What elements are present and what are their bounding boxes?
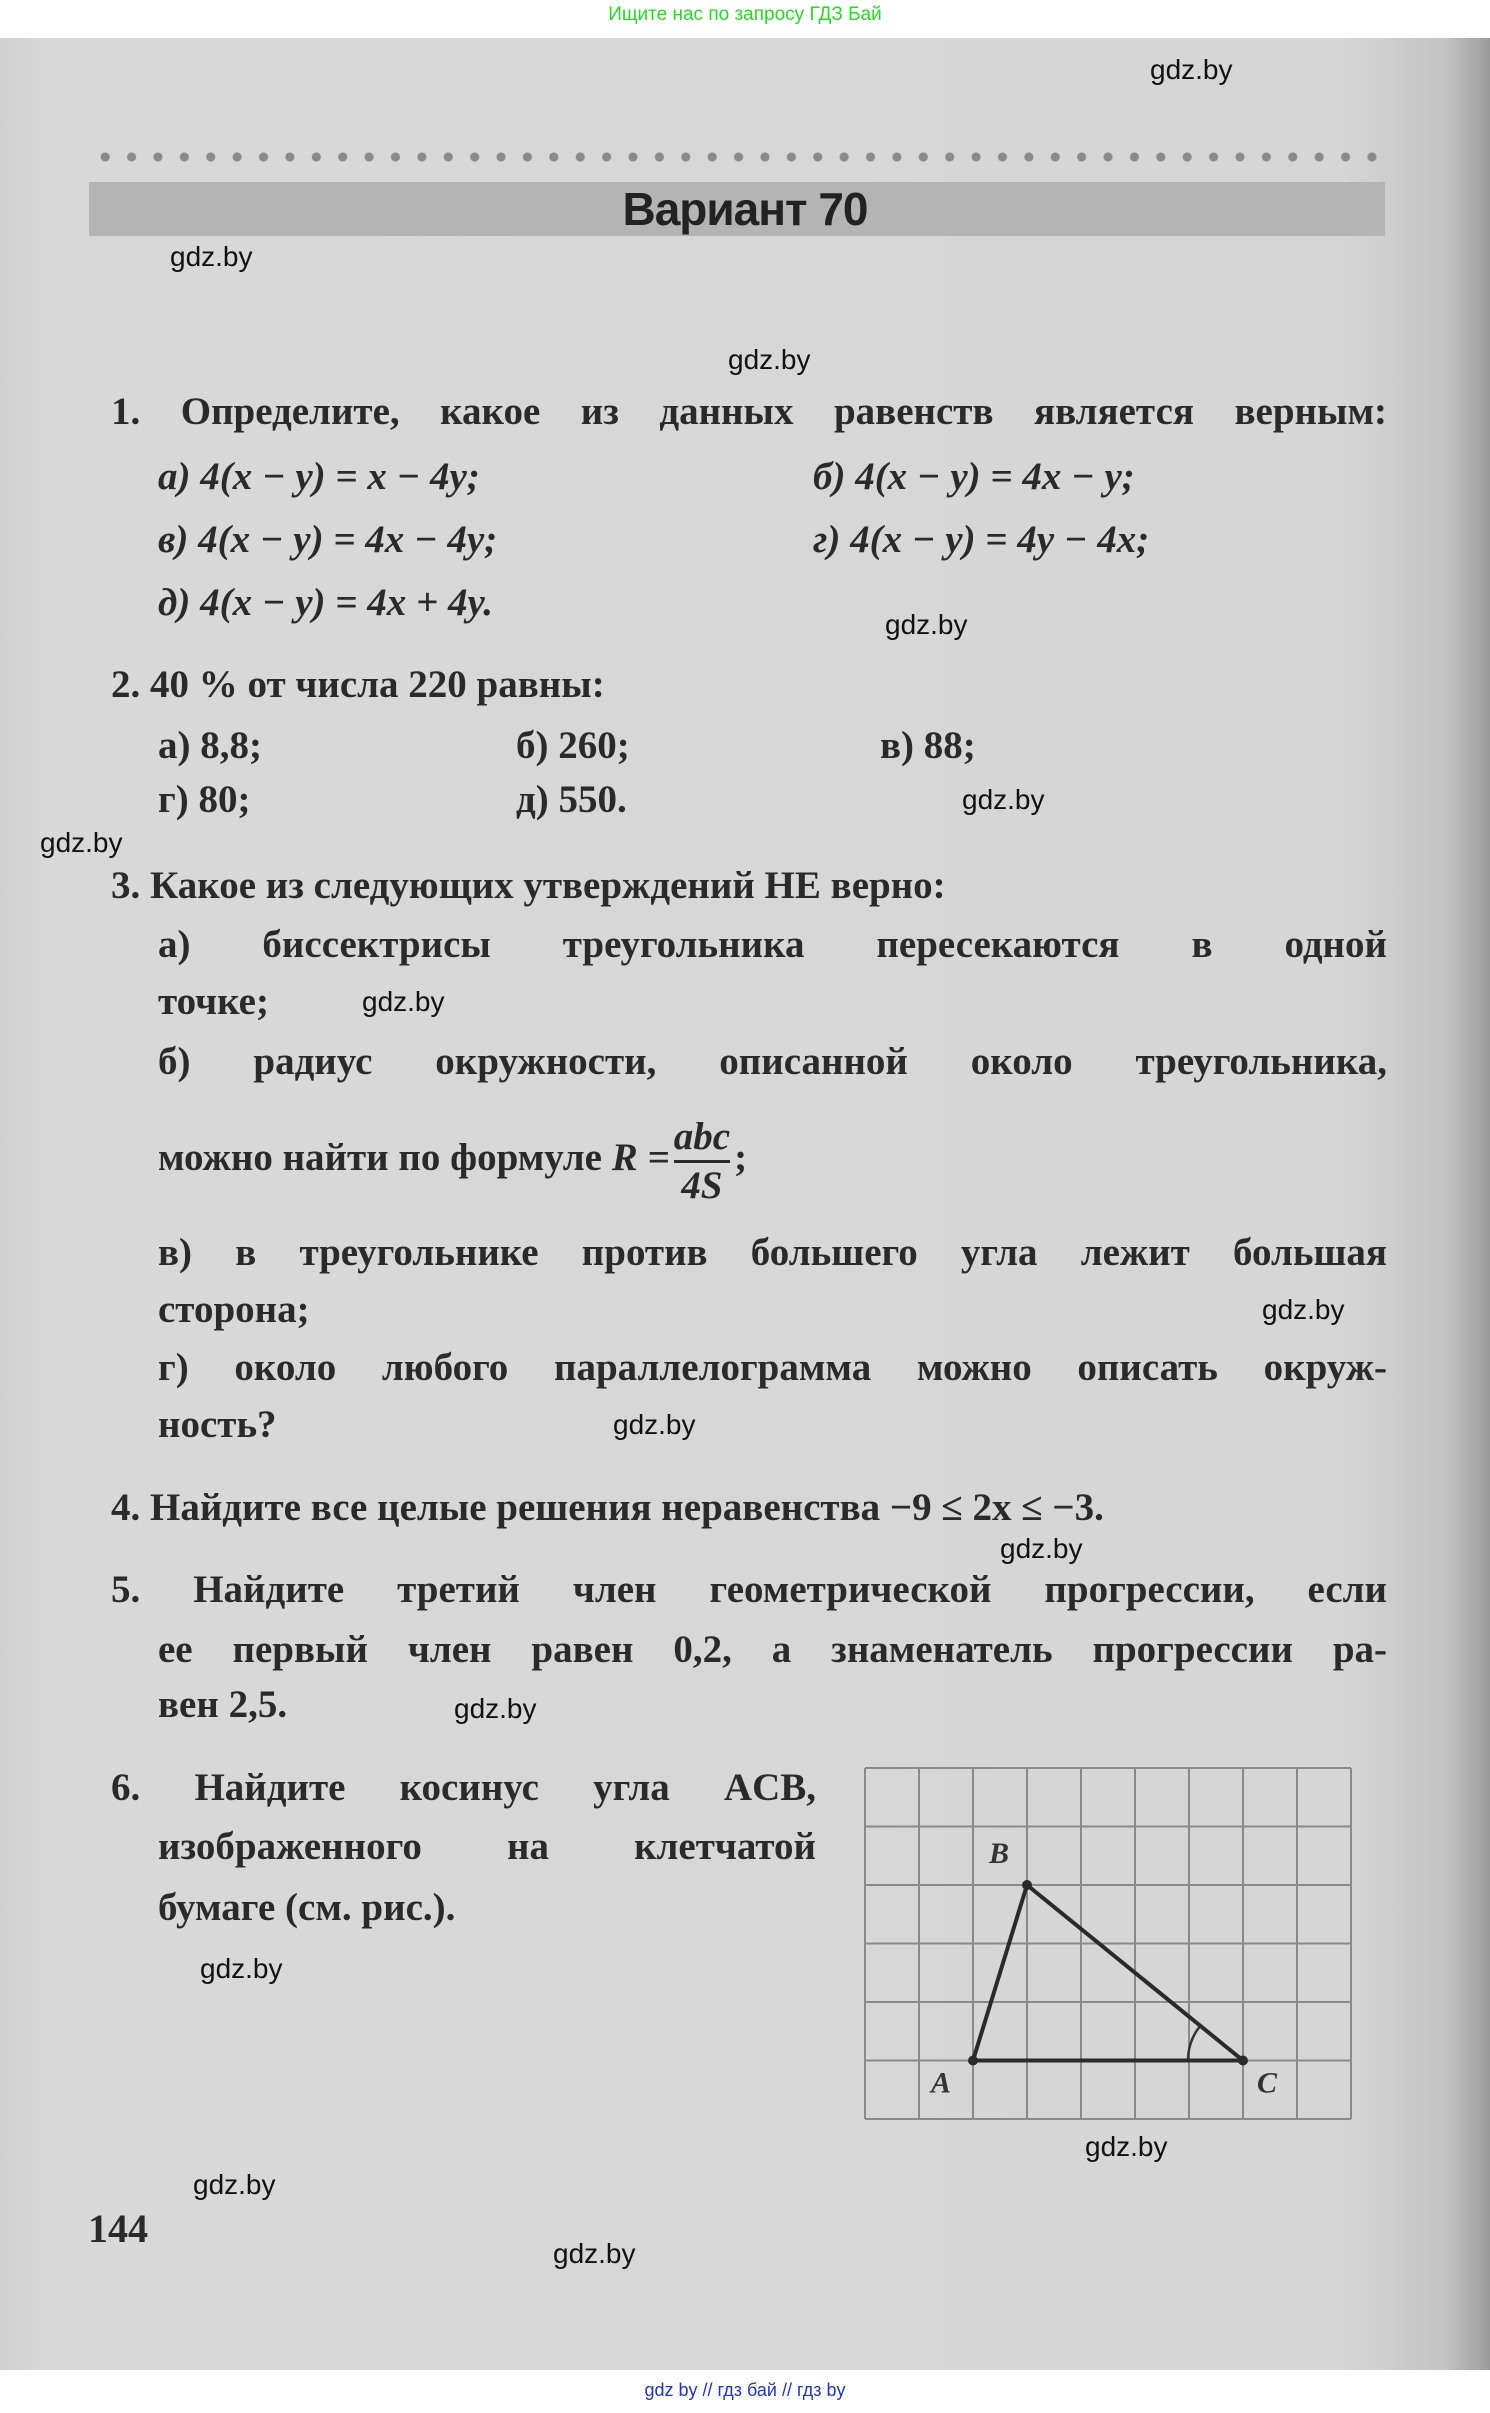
q3-option-a-cont: точке; [158, 980, 269, 1023]
side-AB [973, 1885, 1027, 2061]
q1-option-g: г) 4(x − y) = 4y − 4x; [813, 518, 1150, 561]
question-6-line-3: бумаге (см. рис.). [158, 1886, 456, 1929]
vertex-a [968, 2056, 978, 2066]
question-1: 1. Определите, какое из данных равенств является верным: [111, 390, 1387, 433]
q3-option-g: г) около любого параллелограмма можно описать окруж- [158, 1346, 1387, 1389]
watermark: gdz.by [553, 2238, 636, 2269]
label-c: C [1257, 2066, 1278, 2100]
q3-option-v: в) в треугольнике против большего угла лежит большая [158, 1231, 1387, 1274]
watermark: gdz.by [454, 1693, 537, 1724]
watermark: gdz.by [200, 1953, 283, 1984]
watermark: gdz.by [193, 2169, 276, 2200]
question-5-line-2: ее первый член равен 0,2, а знаменатель прогрессии ра- [158, 1628, 1387, 1671]
watermark: gdz.by [1000, 1533, 1083, 1564]
watermark: gdz.by [1085, 2131, 1168, 2162]
q2-option-b: б) 260; [516, 724, 630, 767]
q2-option-v: в) 88; [880, 724, 976, 767]
q3-option-v-cont: сторона; [158, 1288, 310, 1331]
question-4: 4. Найдите все целые решения неравенства −9 ≤ 2x ≤ −3. [111, 1486, 1104, 1529]
q3-option-a: а) биссектрисы треугольника пересекаются в одной [158, 923, 1387, 966]
label-b: B [989, 1837, 1010, 1870]
formula-lhs: R = [611, 1136, 670, 1179]
question-6: 6. Найдите косинус угла ACB, [111, 1766, 816, 1809]
q1-option-v: в) 4(x − y) = 4x − 4y; [158, 518, 498, 561]
q3-option-b: б) радиус окружности, описанной около треугольника, [158, 1040, 1387, 1083]
dotted-divider [92, 150, 1387, 164]
watermark: gdz.by [728, 344, 811, 375]
question-5-line-3: вен 2,5. [158, 1683, 288, 1726]
vertex-b [1022, 1880, 1032, 1890]
q1-option-a: а) 4(x − y) = x − 4y; [158, 455, 480, 498]
q1-option-d: д) 4(x − y) = 4x + 4y. [158, 581, 494, 624]
label-a: A [931, 2066, 952, 2100]
q3-option-b-cont [158, 1103, 747, 1213]
question-3: 3. Какое из следующих утверждений НЕ верно: [111, 864, 946, 907]
triangle [968, 1880, 1248, 2066]
page-title: Вариант 70 [622, 183, 868, 235]
watermark: gdz.by [613, 1409, 696, 1440]
q3-b-text: можно найти по формуле [158, 1136, 602, 1179]
footer-links[interactable]: gdz by // гдз бай // гдз by [644, 2380, 846, 2400]
formula-numerator: abc [674, 1114, 730, 1163]
vertex-c [1238, 2056, 1248, 2066]
watermark: gdz.by [962, 784, 1045, 815]
question-6-line-2: изображенного на клетчатой [158, 1825, 816, 1868]
formula-end: ; [734, 1136, 748, 1179]
page-number: 144 [88, 2206, 148, 2251]
watermark: gdz.by [362, 986, 445, 1017]
q2-option-d: д) 550. [516, 778, 627, 821]
q2-option-a: а) 8,8; [158, 724, 262, 767]
question-5: 5. Найдите третий член геометрической прогрессии, если [111, 1568, 1387, 1611]
q1-option-b: б) 4(x − y) = 4x − y; [813, 455, 1135, 498]
watermark: gdz.by [40, 827, 123, 858]
watermark: gdz.by [885, 609, 968, 640]
formula-denominator: 4S [681, 1163, 723, 1207]
search-banner[interactable]: Ищите нас по запросу ГДЗ Бай [608, 4, 882, 25]
watermark: gdz.by [170, 241, 253, 272]
watermark: gdz.by [1262, 1294, 1345, 1325]
grid-figure [850, 1750, 1410, 2150]
q3-option-g-cont: ность? [158, 1403, 277, 1446]
question-2: 2. 40 % от числа 220 равны: [111, 663, 605, 706]
watermark: gdz.by [1150, 54, 1233, 85]
q2-option-g: г) 80; [158, 778, 251, 821]
formula-fraction [674, 1114, 730, 1209]
